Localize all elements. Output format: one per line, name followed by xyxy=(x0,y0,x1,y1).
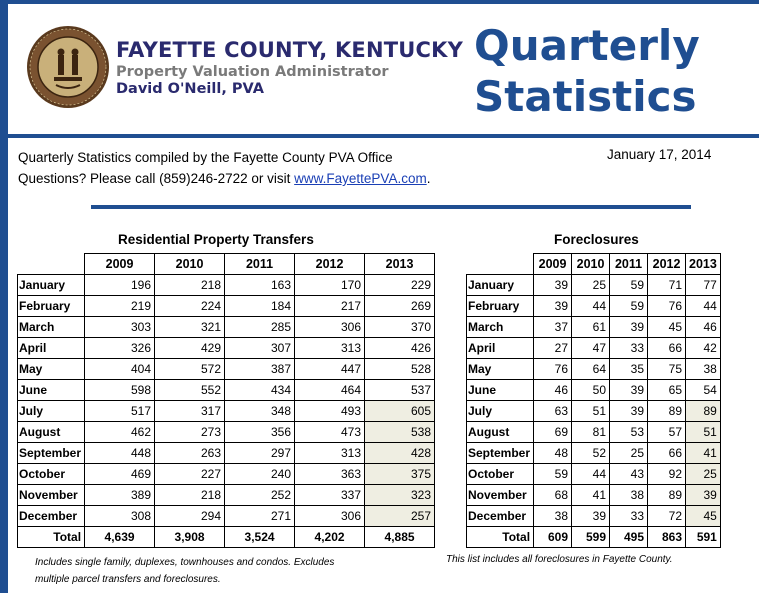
total-label: Total xyxy=(467,527,534,548)
office-name: Property Valuation Administrator xyxy=(116,64,389,80)
value-cell: 59 xyxy=(610,275,648,296)
corner-cell xyxy=(18,254,85,275)
section-divider xyxy=(91,205,691,209)
total-cell: 3,908 xyxy=(155,527,225,548)
foreclosures-table xyxy=(466,253,721,548)
table-row xyxy=(18,296,435,317)
administrator-name: David O'Neill, PVA xyxy=(116,81,264,97)
value-cell: 404 xyxy=(85,359,155,380)
table-row xyxy=(467,506,721,527)
total-cell: 591 xyxy=(686,527,721,548)
month-label: February xyxy=(467,296,534,317)
value-cell: 42 xyxy=(686,338,721,359)
table-row xyxy=(467,443,721,464)
table-row xyxy=(18,380,435,401)
value-cell: 218 xyxy=(155,275,225,296)
month-label: November xyxy=(467,485,534,506)
value-cell: 81 xyxy=(572,422,610,443)
month-label: September xyxy=(18,443,85,464)
month-label: August xyxy=(467,422,534,443)
top-accent-rule xyxy=(8,0,759,4)
month-label: June xyxy=(467,380,534,401)
value-cell: 38 xyxy=(610,485,648,506)
value-cell: 48 xyxy=(534,443,572,464)
value-cell: 33 xyxy=(610,506,648,527)
value-cell: 39 xyxy=(534,275,572,296)
value-cell: 68 xyxy=(534,485,572,506)
value-cell: 44 xyxy=(572,296,610,317)
value-cell: 572 xyxy=(155,359,225,380)
value-cell: 356 xyxy=(225,422,295,443)
value-cell: 52 xyxy=(572,443,610,464)
value-cell: 387 xyxy=(225,359,295,380)
table-row xyxy=(18,443,435,464)
value-cell: 219 xyxy=(85,296,155,317)
transfers-note-line-2: multiple parcel transfers and foreclosures. xyxy=(35,574,221,585)
value-cell: 61 xyxy=(572,317,610,338)
year-header: 2010 xyxy=(155,254,225,275)
foreclosures-note: This list includes all foreclosures in Fayette County. xyxy=(446,554,673,565)
total-cell: 609 xyxy=(534,527,572,548)
value-cell: 43 xyxy=(610,464,648,485)
transfers-table xyxy=(17,253,435,548)
value-cell: 389 xyxy=(85,485,155,506)
table-row xyxy=(467,296,721,317)
value-cell: 89 xyxy=(648,401,686,422)
value-cell: 434 xyxy=(225,380,295,401)
value-cell: 41 xyxy=(686,443,721,464)
month-label: July xyxy=(18,401,85,422)
value-cell: 64 xyxy=(572,359,610,380)
value-cell: 46 xyxy=(534,380,572,401)
value-cell: 33 xyxy=(610,338,648,359)
value-cell: 537 xyxy=(365,380,435,401)
title-line-2: Statistics xyxy=(474,72,697,121)
total-row xyxy=(467,527,721,548)
value-cell: 38 xyxy=(686,359,721,380)
year-header: 2009 xyxy=(534,254,572,275)
intro-prefix: Questions? Please call (859)246-2722 or visit xyxy=(18,171,295,186)
table-row xyxy=(18,338,435,359)
value-cell: 227 xyxy=(155,464,225,485)
value-cell: 44 xyxy=(686,296,721,317)
total-cell: 495 xyxy=(610,527,648,548)
month-label: May xyxy=(18,359,85,380)
month-label: July xyxy=(467,401,534,422)
value-cell: 59 xyxy=(610,296,648,317)
value-cell: 196 xyxy=(85,275,155,296)
table-row xyxy=(467,275,721,296)
month-label: April xyxy=(18,338,85,359)
value-cell: 63 xyxy=(534,401,572,422)
kentucky-seal-icon xyxy=(26,25,110,109)
year-header: 2012 xyxy=(648,254,686,275)
value-cell: 229 xyxy=(365,275,435,296)
year-header: 2011 xyxy=(225,254,295,275)
value-cell: 39 xyxy=(610,401,648,422)
value-cell: 375 xyxy=(365,464,435,485)
value-cell: 76 xyxy=(648,296,686,317)
intro-suffix: . xyxy=(426,171,431,186)
value-cell: 462 xyxy=(85,422,155,443)
value-cell: 447 xyxy=(295,359,365,380)
value-cell: 426 xyxy=(365,338,435,359)
table-row xyxy=(467,338,721,359)
transfers-title: Residential Property Transfers xyxy=(118,232,314,247)
table-row xyxy=(467,380,721,401)
value-cell: 469 xyxy=(85,464,155,485)
value-cell: 51 xyxy=(686,422,721,443)
year-header: 2011 xyxy=(610,254,648,275)
website-link[interactable]: www.FayettePVA.com xyxy=(294,171,427,186)
value-cell: 45 xyxy=(648,317,686,338)
value-cell: 348 xyxy=(225,401,295,422)
value-cell: 294 xyxy=(155,506,225,527)
county-name: FAYETTE COUNTY, KENTUCKY xyxy=(116,38,464,62)
table-row xyxy=(18,275,435,296)
value-cell: 39 xyxy=(686,485,721,506)
title-line-1: Quarterly xyxy=(474,21,700,70)
month-label: June xyxy=(18,380,85,401)
transfers-header-row xyxy=(18,254,435,275)
value-cell: 306 xyxy=(295,317,365,338)
total-label: Total xyxy=(18,527,85,548)
value-cell: 323 xyxy=(365,485,435,506)
month-label: December xyxy=(18,506,85,527)
value-cell: 473 xyxy=(295,422,365,443)
value-cell: 363 xyxy=(295,464,365,485)
value-cell: 257 xyxy=(365,506,435,527)
value-cell: 53 xyxy=(610,422,648,443)
total-cell: 4,639 xyxy=(85,527,155,548)
value-cell: 25 xyxy=(572,275,610,296)
value-cell: 39 xyxy=(572,506,610,527)
value-cell: 54 xyxy=(686,380,721,401)
table-row xyxy=(467,422,721,443)
value-cell: 326 xyxy=(85,338,155,359)
value-cell: 297 xyxy=(225,443,295,464)
month-label: March xyxy=(18,317,85,338)
year-header: 2009 xyxy=(85,254,155,275)
month-label: February xyxy=(18,296,85,317)
month-label: January xyxy=(18,275,85,296)
value-cell: 218 xyxy=(155,485,225,506)
value-cell: 25 xyxy=(686,464,721,485)
value-cell: 46 xyxy=(686,317,721,338)
value-cell: 528 xyxy=(365,359,435,380)
value-cell: 39 xyxy=(610,317,648,338)
month-label: January xyxy=(467,275,534,296)
value-cell: 27 xyxy=(534,338,572,359)
month-label: December xyxy=(467,506,534,527)
report-date: January 17, 2014 xyxy=(607,147,712,162)
value-cell: 273 xyxy=(155,422,225,443)
table-row xyxy=(467,464,721,485)
value-cell: 285 xyxy=(225,317,295,338)
total-cell: 863 xyxy=(648,527,686,548)
value-cell: 308 xyxy=(85,506,155,527)
table-row xyxy=(467,317,721,338)
value-cell: 75 xyxy=(648,359,686,380)
value-cell: 44 xyxy=(572,464,610,485)
value-cell: 57 xyxy=(648,422,686,443)
total-row xyxy=(18,527,435,548)
value-cell: 263 xyxy=(155,443,225,464)
value-cell: 271 xyxy=(225,506,295,527)
value-cell: 35 xyxy=(610,359,648,380)
value-cell: 303 xyxy=(85,317,155,338)
month-label: April xyxy=(467,338,534,359)
month-label: May xyxy=(467,359,534,380)
table-row xyxy=(467,359,721,380)
value-cell: 71 xyxy=(648,275,686,296)
month-label: October xyxy=(467,464,534,485)
value-cell: 45 xyxy=(686,506,721,527)
value-cell: 269 xyxy=(365,296,435,317)
value-cell: 307 xyxy=(225,338,295,359)
value-cell: 370 xyxy=(365,317,435,338)
value-cell: 69 xyxy=(534,422,572,443)
value-cell: 25 xyxy=(610,443,648,464)
value-cell: 170 xyxy=(295,275,365,296)
value-cell: 50 xyxy=(572,380,610,401)
value-cell: 448 xyxy=(85,443,155,464)
value-cell: 306 xyxy=(295,506,365,527)
value-cell: 184 xyxy=(225,296,295,317)
year-header: 2013 xyxy=(686,254,721,275)
value-cell: 66 xyxy=(648,443,686,464)
value-cell: 598 xyxy=(85,380,155,401)
value-cell: 321 xyxy=(155,317,225,338)
value-cell: 41 xyxy=(572,485,610,506)
value-cell: 66 xyxy=(648,338,686,359)
total-cell: 4,202 xyxy=(295,527,365,548)
value-cell: 252 xyxy=(225,485,295,506)
total-cell: 4,885 xyxy=(365,527,435,548)
table-row xyxy=(18,506,435,527)
intro-line-2 xyxy=(18,168,430,189)
value-cell: 76 xyxy=(534,359,572,380)
value-cell: 538 xyxy=(365,422,435,443)
year-header: 2013 xyxy=(365,254,435,275)
table-row xyxy=(18,317,435,338)
value-cell: 89 xyxy=(648,485,686,506)
value-cell: 92 xyxy=(648,464,686,485)
month-label: September xyxy=(467,443,534,464)
table-row xyxy=(467,401,721,422)
value-cell: 37 xyxy=(534,317,572,338)
transfers-note-line-1: Includes single family, duplexes, townhouses and condos. Excludes xyxy=(35,557,335,568)
value-cell: 428 xyxy=(365,443,435,464)
year-header: 2010 xyxy=(572,254,610,275)
page-title xyxy=(474,20,744,122)
table-row xyxy=(467,485,721,506)
table-row xyxy=(18,401,435,422)
total-cell: 3,524 xyxy=(225,527,295,548)
value-cell: 51 xyxy=(572,401,610,422)
year-header: 2012 xyxy=(295,254,365,275)
value-cell: 77 xyxy=(686,275,721,296)
value-cell: 313 xyxy=(295,338,365,359)
value-cell: 552 xyxy=(155,380,225,401)
value-cell: 72 xyxy=(648,506,686,527)
intro-line-1: Quarterly Statistics compiled by the Fayette County PVA Office xyxy=(18,150,393,165)
organization-block xyxy=(116,38,463,97)
value-cell: 217 xyxy=(295,296,365,317)
value-cell: 493 xyxy=(295,401,365,422)
table-row xyxy=(18,359,435,380)
value-cell: 429 xyxy=(155,338,225,359)
foreclosures-title: Foreclosures xyxy=(554,232,639,247)
left-accent-rule xyxy=(0,0,8,593)
table-row xyxy=(18,422,435,443)
month-label: November xyxy=(18,485,85,506)
value-cell: 38 xyxy=(534,506,572,527)
value-cell: 517 xyxy=(85,401,155,422)
corner-cell xyxy=(467,254,534,275)
value-cell: 240 xyxy=(225,464,295,485)
value-cell: 39 xyxy=(610,380,648,401)
value-cell: 605 xyxy=(365,401,435,422)
month-label: March xyxy=(467,317,534,338)
total-cell: 599 xyxy=(572,527,610,548)
header-divider xyxy=(8,134,759,138)
value-cell: 47 xyxy=(572,338,610,359)
month-label: August xyxy=(18,422,85,443)
value-cell: 337 xyxy=(295,485,365,506)
value-cell: 163 xyxy=(225,275,295,296)
table-row xyxy=(18,464,435,485)
value-cell: 89 xyxy=(686,401,721,422)
value-cell: 464 xyxy=(295,380,365,401)
value-cell: 59 xyxy=(534,464,572,485)
intro-text xyxy=(18,147,430,189)
value-cell: 65 xyxy=(648,380,686,401)
value-cell: 313 xyxy=(295,443,365,464)
value-cell: 39 xyxy=(534,296,572,317)
transfers-note xyxy=(35,554,334,588)
table-row xyxy=(18,485,435,506)
value-cell: 224 xyxy=(155,296,225,317)
value-cell: 317 xyxy=(155,401,225,422)
month-label: October xyxy=(18,464,85,485)
foreclosures-header-row xyxy=(467,254,721,275)
